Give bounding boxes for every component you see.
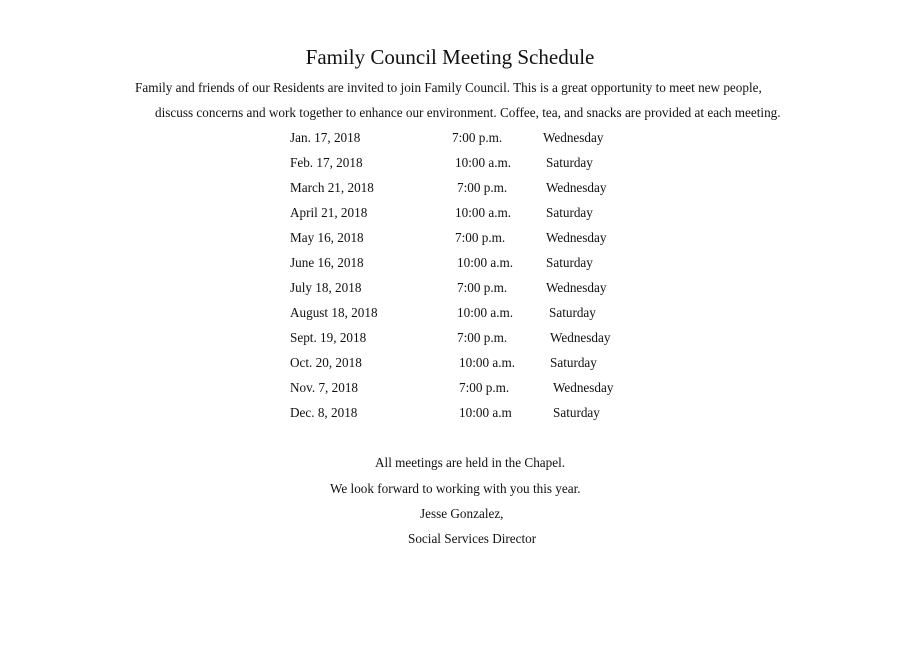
- page-title: Family Council Meeting Schedule: [305, 45, 595, 69]
- meeting-date: August 18, 2018: [290, 305, 378, 320]
- meeting-day: Saturday: [553, 405, 600, 420]
- meeting-time: 7:00 p.m.: [457, 280, 508, 295]
- meeting-time: 7:00 p.m.: [452, 130, 503, 145]
- meeting-time: 7:00 p.m.: [455, 230, 506, 245]
- meeting-date: Sept. 19, 2018: [290, 330, 367, 345]
- meeting-day: Wednesday: [546, 230, 607, 245]
- meeting-time: 7:00 p.m.: [459, 380, 510, 395]
- meeting-time: 10:00 a.m.: [455, 205, 512, 220]
- meeting-date: May 16, 2018: [290, 230, 364, 245]
- closing-message: We look forward to working with you this year.: [330, 481, 581, 496]
- meeting-day: Saturday: [546, 205, 593, 220]
- meeting-day: Saturday: [546, 155, 593, 170]
- meeting-day: Wednesday: [550, 330, 611, 345]
- meeting-time: 10:00 a.m.: [455, 155, 512, 170]
- signer-name: Jesse Gonzalez,: [420, 506, 504, 521]
- meeting-time: 10:00 a.m.: [457, 305, 514, 320]
- meeting-date: Nov. 7, 2018: [290, 380, 359, 395]
- meeting-time: 7:00 p.m.: [457, 180, 508, 195]
- intro-line-1: Family and friends of our Residents are invited to join Family Council. This is a great opportunity to meet new people,: [135, 80, 762, 95]
- meeting-date: Oct. 20, 2018: [290, 355, 362, 370]
- signer-title: Social Services Director: [408, 531, 537, 546]
- meeting-day: Wednesday: [543, 130, 604, 145]
- meeting-day: Wednesday: [553, 380, 614, 395]
- meeting-date: April 21, 2018: [290, 205, 368, 220]
- meeting-date: Jan. 17, 2018: [290, 130, 361, 145]
- meeting-time: 10:00 a.m.: [457, 255, 514, 270]
- meeting-time: 10:00 a.m.: [459, 355, 516, 370]
- meeting-day: Saturday: [549, 305, 596, 320]
- meeting-day: Saturday: [550, 355, 597, 370]
- meeting-day: Wednesday: [546, 180, 607, 195]
- meeting-date: March 21, 2018: [290, 180, 374, 195]
- meeting-date: Dec. 8, 2018: [290, 405, 358, 420]
- meeting-date: July 18, 2018: [290, 280, 362, 295]
- meeting-day: Saturday: [546, 255, 593, 270]
- meeting-date: Feb. 17, 2018: [290, 155, 363, 170]
- intro-line-2: discuss concerns and work together to enhance our environment. Coffee, tea, and snacks are provided at each meeting.: [155, 105, 781, 120]
- meeting-location-note: All meetings are held in the Chapel.: [375, 455, 566, 470]
- meeting-time: 7:00 p.m.: [457, 330, 508, 345]
- meeting-date: June 16, 2018: [290, 255, 364, 270]
- meeting-time: 10:00 a.m: [459, 405, 512, 420]
- meeting-day: Wednesday: [546, 280, 607, 295]
